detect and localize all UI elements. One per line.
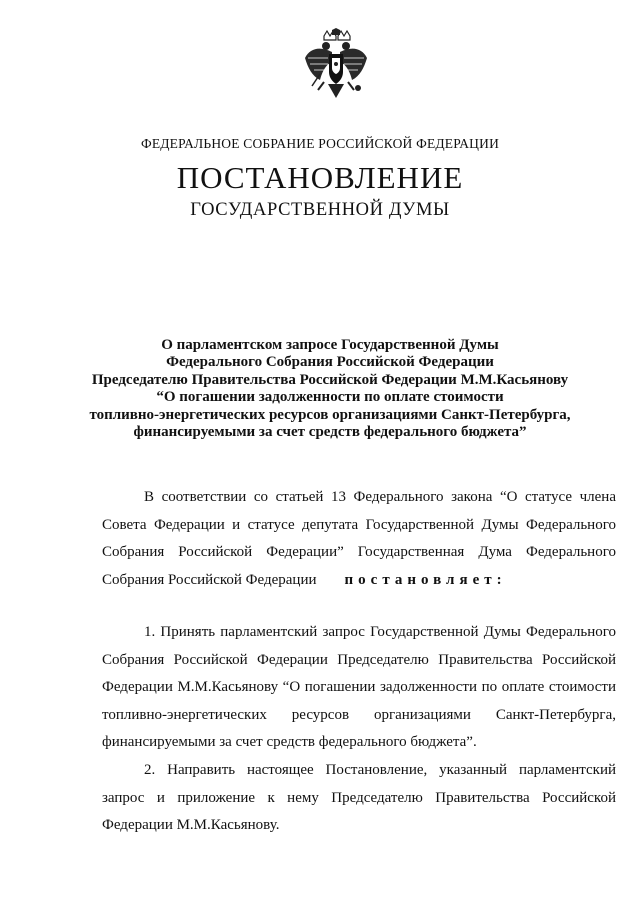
resolves-word: постановляет:	[344, 571, 507, 588]
body-line: Совета Федерации и статусе депутата Государственной Думы Федерального	[102, 516, 616, 533]
preamble-paragraph	[102, 484, 616, 594]
body-line: запрос и приложение к нему Председателю Правительства Российской	[102, 789, 616, 806]
body-line: Федерации М.М.Касьянову “О погашении задолженности по оплате стоимости	[102, 679, 616, 696]
organization-name: ФЕДЕРАЛЬНОЕ СОБРАНИЕ РОССИЙСКОЙ ФЕДЕРАЦИИ	[140, 136, 500, 151]
subject-line: Федерального Собрания Российской Федерации	[166, 354, 494, 371]
state-emblem	[302, 28, 370, 106]
body-line: топливно-энергетических ресурсов организациями Санкт-Петербурга,	[102, 706, 616, 723]
body-line: 2. Направить настоящее Постановление, указанный парламентский	[144, 762, 616, 778]
item-1-paragraph	[102, 619, 616, 757]
subject-line: топливно-энергетических ресурсов организациями Санкт-Петербурга,	[89, 406, 571, 423]
issuer-name: ГОСУДАРСТВЕННОЙ ДУМЫ	[190, 200, 450, 220]
body-line: Федерации М.М.Касьянову.	[102, 817, 280, 834]
subject-line: О парламентском запросе Государственной Думы	[161, 337, 499, 353]
subject-line: Председателю Правительства Российской Федерации М.М.Касьянову	[91, 371, 569, 388]
item-2-paragraph	[102, 757, 616, 840]
double-headed-eagle-icon	[302, 28, 370, 106]
body-line: Собрания Российской Федерации	[102, 571, 317, 588]
document-type: ПОСТАНОВЛЕНИЕ	[176, 160, 464, 195]
body-line: 1. Принять парламентский запрос Государственной Думы Федерального	[144, 624, 616, 640]
body-line: В соответствии со статьей 13 Федерального закона “О статусе члена	[144, 489, 616, 505]
body-line: Собрания Российской Федерации Председателю Правительства Российской	[102, 651, 616, 668]
document-subject	[80, 337, 580, 441]
subject-line: “О погашении задолженности по оплате стоимости	[156, 389, 504, 406]
body-line: финансируемыми за счет средств федерального бюджета”.	[102, 734, 477, 751]
subject-line: финансируемыми за счет средств федерального бюджета”	[133, 424, 527, 441]
body-line: Собрания Российской Федерации” Государственная Дума Федерального	[102, 544, 616, 561]
